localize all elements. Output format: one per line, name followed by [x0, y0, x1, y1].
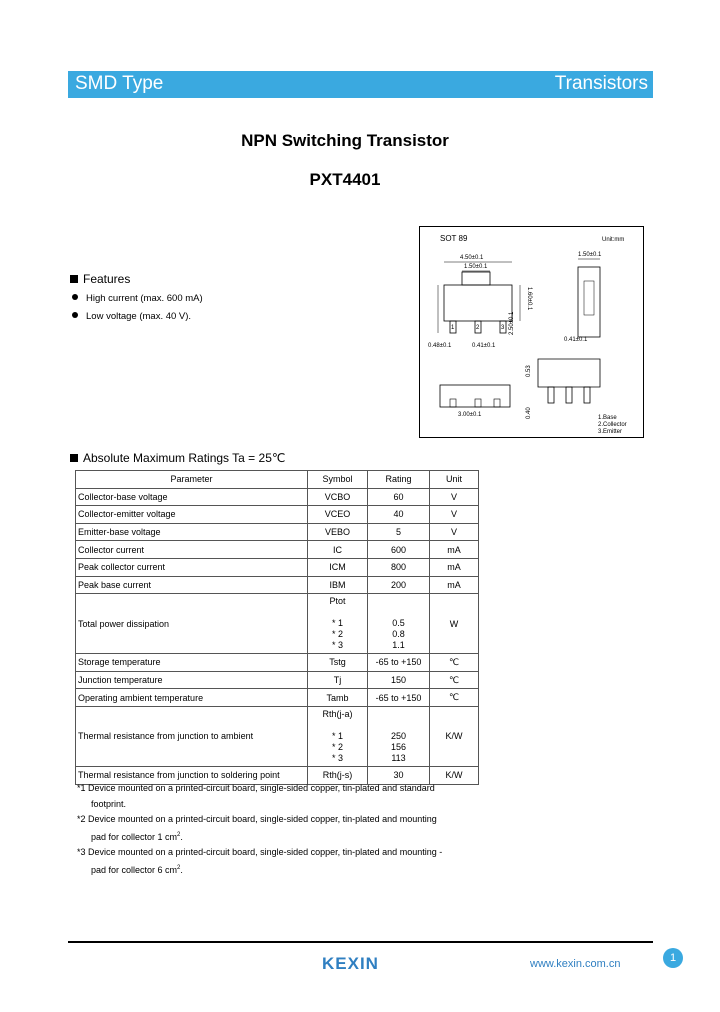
table-cell: Peak base current: [76, 576, 308, 594]
pin-label: 1: [451, 325, 455, 331]
footnote: *2 Device mounted on a printed-circuit board, single-sided copper, tin-plated and mounting: [77, 814, 437, 824]
column-header: Rating: [368, 471, 430, 489]
table-row: [76, 654, 479, 672]
table-cell: mA: [430, 541, 479, 559]
page-number: 1: [663, 948, 683, 968]
pin-legend: 2.Collector: [598, 422, 627, 428]
column-header: Unit: [430, 471, 479, 489]
dim-label: 3.00±0.1: [458, 412, 482, 418]
table-cell: ℃: [430, 689, 479, 707]
table-cell: ℃: [430, 671, 479, 689]
table-cell: Collector-base voltage: [76, 488, 308, 506]
features-heading: Features: [70, 272, 130, 286]
table-cell: V: [430, 488, 479, 506]
dim-label: 1.60±0.1: [526, 287, 532, 311]
table-cell: VCBO: [308, 488, 368, 506]
table-cell: Rth(j-a) * 1 * 2 * 3: [308, 706, 368, 766]
dot-bullet-icon: [72, 312, 78, 318]
dot-bullet-icon: [72, 294, 78, 300]
table-cell: V: [430, 523, 479, 541]
dim-label: 1.50±0.1: [578, 252, 602, 258]
dim-label: 4.50±0.1: [460, 255, 484, 261]
table-cell: Total power dissipation: [76, 594, 308, 654]
table-cell: VCEO: [308, 506, 368, 524]
table-cell: 600: [368, 541, 430, 559]
table-cell: Junction temperature: [76, 671, 308, 689]
footnotes: [77, 781, 477, 878]
dim-label: 1.50±0.1: [464, 264, 488, 270]
dim-label: 0.41±0.1: [564, 337, 588, 343]
pin-label: 2: [476, 325, 480, 331]
table-cell: 30: [368, 766, 430, 784]
column-header: Parameter: [76, 471, 308, 489]
package-drawing: [419, 226, 644, 438]
dim-label: 0.41±0.1: [472, 343, 496, 349]
table-cell: Rth(j-s): [308, 766, 368, 784]
table-cell: mA: [430, 558, 479, 576]
square-bullet-icon: [70, 454, 78, 462]
table-cell: Emitter-base voltage: [76, 523, 308, 541]
header-left: SMD Type: [75, 73, 164, 94]
dim-label: 0.53: [526, 365, 532, 377]
table-row: [76, 594, 479, 654]
package-unit: Unit:mm: [602, 237, 625, 243]
table-cell: Tstg: [308, 654, 368, 672]
table-header-row: [76, 471, 479, 489]
pin-label: 3: [501, 325, 505, 331]
page-title: NPN Switching Transistor: [241, 131, 449, 150]
table-cell: Collector-emitter voltage: [76, 506, 308, 524]
side-view: [578, 267, 600, 337]
column-header: Symbol: [308, 471, 368, 489]
dim-label: 0.40: [526, 407, 532, 419]
table-cell: Peak collector current: [76, 558, 308, 576]
footnote: *1 Device mounted on a printed-circuit board, single-sided copper, tin-plated and standard: [77, 783, 435, 793]
table-row: [76, 671, 479, 689]
table-row: [76, 506, 479, 524]
pin-legend: 1.Base: [598, 415, 617, 421]
table-row: [76, 523, 479, 541]
table-cell: Thermal resistance from junction to soldering point: [76, 766, 308, 784]
header-banner: [68, 71, 653, 98]
table-cell: K/W: [430, 706, 479, 766]
package-name: SOT 89: [440, 234, 468, 243]
table-cell: 200: [368, 576, 430, 594]
table-cell: V: [430, 506, 479, 524]
table-cell: ICM: [308, 558, 368, 576]
footnote: pad for collector 6 $cm^2$.: [91, 864, 183, 875]
feature-item: Low voltage (max. 40 V).: [72, 311, 191, 322]
table-cell: VEBO: [308, 523, 368, 541]
table-cell: Collector current: [76, 541, 308, 559]
table-cell: ℃: [430, 654, 479, 672]
brand-logo: KEXIN: [322, 954, 379, 973]
footer-divider: [68, 941, 653, 943]
footnote: footprint.: [91, 798, 127, 809]
table-row: [76, 576, 479, 594]
collector-tab: [462, 272, 490, 285]
table-cell: Storage temperature: [76, 654, 308, 672]
table-row: [76, 706, 479, 766]
table-row: [76, 541, 479, 559]
dim-label: 0.48±0.1: [428, 343, 452, 349]
footer-url[interactable]: www.kexin.com.cn: [530, 958, 621, 970]
table-row: [76, 689, 479, 707]
table-cell: -65 to +150: [368, 689, 430, 707]
pin-legend: 3.Emitter: [598, 429, 623, 435]
square-bullet-icon: [70, 275, 78, 283]
footnote: pad for collector 1 $cm^2$.: [91, 831, 183, 842]
table-cell: Thermal resistance from junction to ambient: [76, 706, 308, 766]
table-cell: W: [430, 594, 479, 654]
ratings-heading: Absolute Maximum Ratings Ta = 25℃: [70, 451, 285, 465]
table-cell: 250 156 113: [368, 706, 430, 766]
table-cell: K/W: [430, 766, 479, 784]
table-row: [76, 488, 479, 506]
table-cell: Operating ambient temperature: [76, 689, 308, 707]
part-number: PXT4401: [309, 170, 381, 189]
table-cell: 800: [368, 558, 430, 576]
dim-label: 2.50±0.1: [509, 311, 515, 335]
table-cell: Tj: [308, 671, 368, 689]
footnote: *3 Device mounted on a printed-circuit board, single-sided copper, tin-plated and mounting -: [77, 847, 443, 857]
feature-item: High current (max. 600 mA): [72, 293, 203, 304]
ratings-table: [75, 470, 479, 785]
front-view: [538, 359, 600, 387]
table-cell: IC: [308, 541, 368, 559]
table-cell: -65 to +150: [368, 654, 430, 672]
table-cell: Ptot * 1 * 2 * 3: [308, 594, 368, 654]
table-cell: 150: [368, 671, 430, 689]
table-cell: 60: [368, 488, 430, 506]
table-cell: 5: [368, 523, 430, 541]
table-cell: 40: [368, 506, 430, 524]
table-cell: Tamb: [308, 689, 368, 707]
table-cell: mA: [430, 576, 479, 594]
table-cell: 0.5 0.8 1.1: [368, 594, 430, 654]
table-cell: IBM: [308, 576, 368, 594]
header-right: Transistors: [554, 73, 648, 94]
table-row: [76, 558, 479, 576]
package-body: [444, 285, 512, 321]
